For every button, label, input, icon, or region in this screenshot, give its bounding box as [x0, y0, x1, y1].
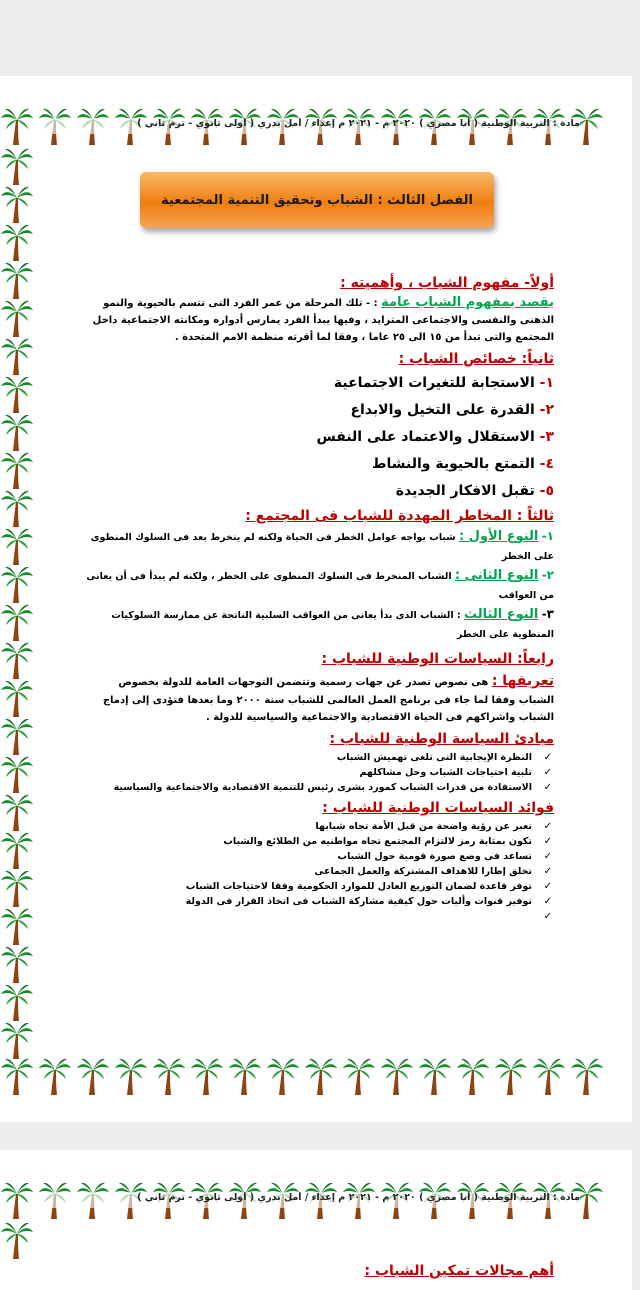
benefits-list [84, 819, 554, 909]
palm-tree-icon [0, 1220, 34, 1260]
definition-label: يقصد بمفهوم الشباب عامة [381, 295, 554, 310]
palm-tree-icon [0, 564, 34, 604]
policy-definition [84, 670, 554, 726]
definition-text: : - تلك المرحلة من عمر الفرد التى تتسم بالحيوية والنمو الذهنى والنفسى والاجتماعى المتزايد ، وفيها يبدأ الفرد يمارس أدواره ومكانته الاجتماعية داخل المجتمع والتى تبدأ من ١٥ الى ٢٥ عاما ، وفقا لما أقرته منظمة الامم المتحدة . [92, 298, 554, 343]
benefit-item: ✓ توفير قنوات وأليات حول كيفية مشاركة الشباب فى اتخاذ القرار فى الدولة [84, 894, 532, 909]
palm-border-left [0, 1180, 34, 1290]
palm-tree-icon [228, 1056, 262, 1096]
palm-border-bottom [0, 1056, 632, 1096]
chapter-title: الفصل الثالث : الشباب وتحقيق التنمية المجتمعية [161, 192, 473, 208]
document-page-2 [0, 1150, 632, 1290]
palm-tree-icon [0, 260, 34, 300]
palm-tree-icon [532, 1056, 566, 1096]
palm-tree-icon [0, 412, 34, 452]
palm-tree-icon [0, 754, 34, 794]
palm-tree-icon [380, 1056, 414, 1096]
palm-tree-icon [190, 1056, 224, 1096]
palm-tree-icon [0, 336, 34, 376]
palm-tree-icon [0, 830, 34, 870]
palm-tree-icon [0, 792, 34, 832]
characteristic-item: ٤- التمتع بالحيوية والنشاط [371, 456, 554, 472]
section3-heading: ثالثاً : المخاطر المهددة للشباب فى المجتمع : [245, 508, 554, 524]
principle-item: ✓ تلبية احتياجات الشباب وحل مشاكلهم [84, 765, 532, 780]
palm-tree-icon [0, 982, 34, 1022]
policy-definition-text: هى نصوص تصدر عن جهات رسمية وتتضمن التوجهات العامة للدولة بخصوص الشباب وفقا لما جاء فى برنامج العمل العالمى للشباب سنة ٢٠٠٠ وما بعدها فتؤدى إلى إدماج الشباب واشراكهم فى الحياة الاقتصادية والاجتماعية والسياسية للدولة . [102, 677, 554, 723]
palm-tree-icon [0, 526, 34, 566]
benefit-item: ✓ توفر قاعدة لضمان التوزيع العادل للموارد الحكومية وفقا لاحتياجات الشباب [84, 879, 532, 894]
characteristic-item: ٢- القدرة على التخيل والابداع [350, 402, 554, 418]
characteristic-item: ٥- تقبل الافكار الجديدة [395, 483, 554, 499]
palm-tree-icon [76, 1056, 110, 1096]
palm-tree-icon [0, 716, 34, 756]
section4-heading: رابعاً: السياسات الوطنية للشباب : [321, 651, 554, 667]
risk-type-item: ٣- النوع الثالث : الشباب الذى بدأ يعانى من العواقب السلبية الناتجة عن ممارسة السلوكيات المنطوية على الخطر [111, 607, 554, 640]
principles-list [84, 750, 554, 795]
palm-tree-icon [0, 1020, 34, 1060]
document-body [84, 272, 554, 909]
palm-tree-icon [418, 1056, 452, 1096]
characteristic-item: ٣- الاستقلال والاعتماد على النفس [316, 429, 554, 445]
palm-tree-icon [0, 868, 34, 908]
palm-tree-icon [0, 906, 34, 946]
principle-item: ✓ النظرة الإيجابية التى تلغى تهميش الشباب [84, 750, 532, 765]
page2-heading: أهم مجالات تمكين الشباب : [364, 1263, 554, 1279]
youth-definition [84, 294, 554, 346]
palm-tree-icon [0, 184, 34, 224]
palm-tree-icon [304, 1056, 338, 1096]
palm-tree-icon [0, 488, 34, 528]
palm-tree-icon [0, 146, 34, 186]
page2-heading-wrap [84, 1260, 554, 1282]
palm-tree-icon [38, 1056, 72, 1096]
palm-tree-icon [0, 640, 34, 680]
palm-tree-icon [266, 1056, 300, 1096]
palm-tree-icon [152, 1056, 186, 1096]
palm-tree-icon [114, 1056, 148, 1096]
palm-tree-icon [342, 1056, 376, 1096]
page-header-subject: مادة : التربية الوطنية ( أنا مصري ) ٢٠٢٠ م - ٢٠٢١ م إعداء / أمل بدري ( أولى ثانوي - ترم ثاني ) [40, 118, 580, 134]
policy-definition-label: تعريفها : [491, 673, 554, 689]
page-header-subject: مادة : التربية الوطنية ( أنا مصري ) ٢٠٢٠ م - ٢٠٢١ م إعداء / أمل بدري ( أولى ثانوي - ترم ثاني ) [40, 1192, 580, 1208]
benefit-item: ✓ تعبر عن رؤية واضحة من قبل الأمة تجاه شبابها [84, 819, 532, 834]
palm-border-left [0, 106, 34, 1096]
principle-item: ✓ الاستفادة من قدرات الشباب كمورد بشرى رئيس للتنمية الاقتصادية والاجتماعية والسياسية [84, 780, 532, 795]
benefit-item: ✓ تساعد فى وضع صورة قومية حول الشباب [84, 849, 532, 864]
palm-tree-icon [0, 450, 34, 490]
risk-type-item: ١- النوع الأول : شباب يواجه عوامل الخطر فى الحياة ولكنه لم ينخرط بعد فى السلوك المنطوى على الخطر [90, 529, 554, 562]
palm-tree-icon [0, 298, 34, 338]
section1-heading: أولاً- مفهوم الشباب ، وأهميته : [340, 275, 554, 291]
palm-tree-icon [494, 1056, 528, 1096]
characteristic-item: ١- الاستجابة للتغيرات الاجتماعية [333, 375, 554, 391]
palm-tree-icon [0, 374, 34, 414]
document-page-1 [0, 76, 632, 1122]
palm-tree-icon [0, 602, 34, 642]
risk-type-item: ٢- النوع الثانى : الشباب المنخرط فى السلوك المنطوى على الخطر ، ولكنه لم يبدأ فى أن يعانى من العواقب [86, 568, 554, 601]
section2-heading: ثانياً: خصائص الشباب : [398, 351, 554, 367]
chapter-title-banner [140, 172, 494, 228]
palm-tree-icon [0, 678, 34, 718]
benefit-item: ✓ تخلق إطارا للاهداف المشتركة والعمل الجماعى [84, 864, 532, 879]
section5-heading: مبادئ السياسة الوطنية للشباب : [329, 731, 554, 747]
palm-tree-icon [0, 944, 34, 984]
benefit-item: ✓ تكون بمثابة رمز لالتزام المجتمع تجاه مواطنيه من الطلائع والشباب [84, 834, 532, 849]
palm-tree-icon [456, 1056, 490, 1096]
characteristics-list [84, 370, 554, 505]
section6-heading: فوائد السياسات الوطنية للشباب : [322, 800, 554, 816]
palm-tree-icon [570, 1056, 604, 1096]
palm-tree-icon [0, 222, 34, 262]
